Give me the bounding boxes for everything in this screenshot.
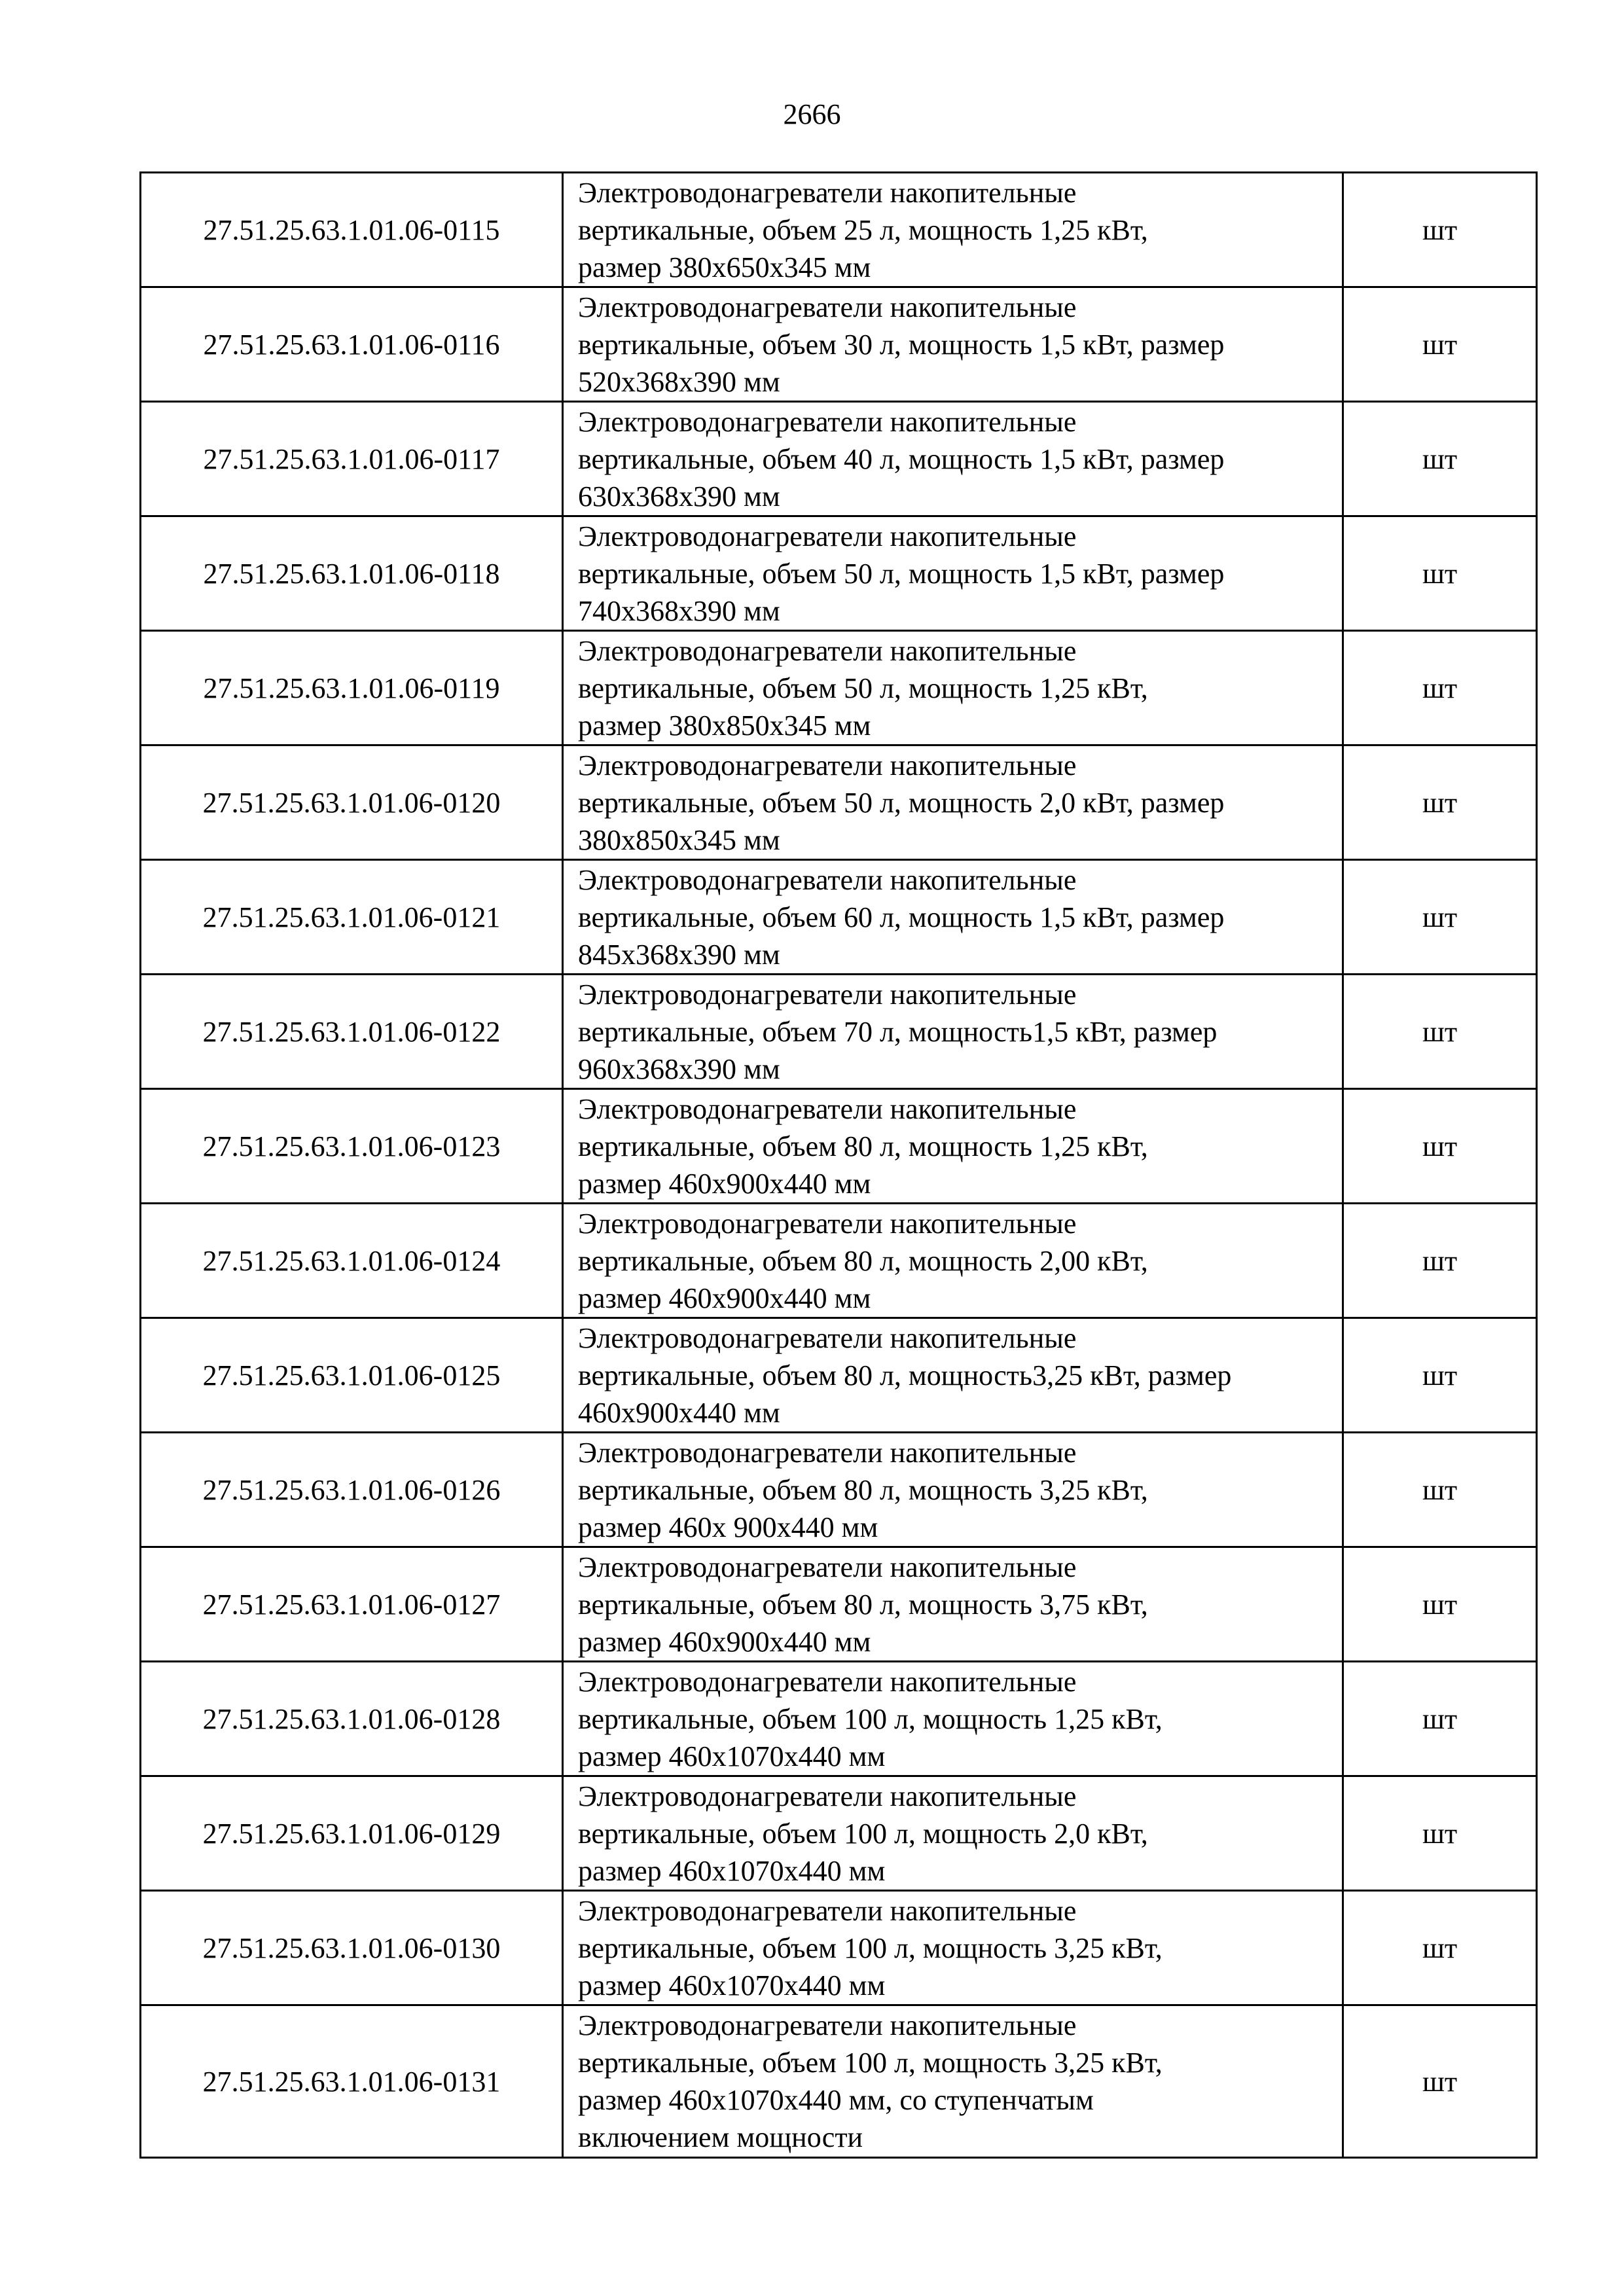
table-row [141, 975, 1537, 1089]
description-line: вертикальные, объем 100 л, мощность 3,25 кВт, [578, 2047, 1163, 2079]
description-line: вертикальные, объем 100 л, мощность 2,0 кВт, [578, 1817, 1148, 1850]
item-description-cell [563, 287, 1343, 402]
description-line: вертикальные, объем 60 л, мощность 1,5 кВт, размер [578, 901, 1225, 933]
description-line: включением мощности [578, 2121, 863, 2153]
item-description-cell [563, 1318, 1343, 1433]
item-description-cell [563, 1891, 1343, 2005]
table-row [141, 1433, 1537, 1547]
item-unit-cell: шт [1343, 1891, 1537, 2005]
item-unit-cell: шт [1343, 1547, 1537, 1662]
description-line: Электроводонагреватели накопительные [578, 749, 1077, 781]
description-line: Электроводонагреватели накопительные [578, 634, 1077, 667]
item-unit-cell: шт [1343, 2005, 1537, 2158]
item-code-cell: 27.51.25.63.1.01.06-0116 [141, 287, 563, 402]
description-line: Электроводонагреватели накопительные [578, 176, 1077, 209]
description-line: Электроводонагреватели накопительные [578, 1551, 1077, 1583]
item-description-cell [563, 1433, 1343, 1547]
page-number: 2666 [783, 98, 841, 130]
table-row [141, 1318, 1537, 1433]
item-code-cell: 27.51.25.63.1.01.06-0126 [141, 1433, 563, 1547]
description-line: размер 460х1070х440 мм [578, 1740, 886, 1772]
item-unit-cell: шт [1343, 1433, 1537, 1547]
table-row [141, 516, 1537, 631]
table-row [141, 1776, 1537, 1891]
table-row [141, 287, 1537, 402]
description-line: вертикальные, объем 50 л, мощность 1,5 кВт, размер [578, 557, 1225, 590]
item-unit-cell: шт [1343, 287, 1537, 402]
table-row [141, 860, 1537, 975]
table-row [141, 745, 1537, 860]
item-code-cell: 27.51.25.63.1.01.06-0117 [141, 402, 563, 516]
item-description-cell [563, 1204, 1343, 1318]
item-description-cell [563, 860, 1343, 975]
description-line: вертикальные, объем 80 л, мощность 3,75 кВт, [578, 1588, 1148, 1621]
item-description-cell [563, 173, 1343, 287]
item-unit-cell: шт [1343, 516, 1537, 631]
item-description-cell [563, 516, 1343, 631]
item-code-cell: 27.51.25.63.1.01.06-0125 [141, 1318, 563, 1433]
item-description-cell [563, 1089, 1343, 1204]
item-code-cell: 27.51.25.63.1.01.06-0124 [141, 1204, 563, 1318]
table-row [141, 1204, 1537, 1318]
description-line: размер 460х900х440 мм [578, 1282, 871, 1314]
item-code-cell: 27.51.25.63.1.01.06-0127 [141, 1547, 563, 1662]
description-line: 460х900х440 мм [578, 1396, 780, 1429]
table-row [141, 402, 1537, 516]
description-line: размер 460х900х440 мм [578, 1625, 871, 1658]
item-unit-cell: шт [1343, 975, 1537, 1089]
table-row [141, 1089, 1537, 1204]
item-code-cell: 27.51.25.63.1.01.06-0130 [141, 1891, 563, 2005]
description-line: Электроводонагреватели накопительные [578, 978, 1077, 1011]
item-code-cell: 27.51.25.63.1.01.06-0115 [141, 173, 563, 287]
table-row [141, 173, 1537, 287]
item-unit-cell: шт [1343, 1662, 1537, 1776]
description-line: Электроводонагреватели накопительные [578, 1321, 1077, 1354]
item-unit-cell: шт [1343, 402, 1537, 516]
description-line: вертикальные, объем 80 л, мощность 3,25 кВт, [578, 1473, 1148, 1506]
item-code-cell: 27.51.25.63.1.01.06-0122 [141, 975, 563, 1089]
description-line: Электроводонагреватели накопительные [578, 1092, 1077, 1125]
item-unit-cell: шт [1343, 1204, 1537, 1318]
table-row [141, 1662, 1537, 1776]
table-row [141, 631, 1537, 745]
description-line: Электроводонагреватели накопительные [578, 1780, 1077, 1812]
description-line: Электроводонагреватели накопительные [578, 2009, 1077, 2041]
description-line: размер 460х1070х440 мм [578, 1854, 886, 1887]
description-line: вертикальные, объем 40 л, мощность 1,5 кВт, размер [578, 442, 1225, 475]
item-unit-cell: шт [1343, 1776, 1537, 1891]
item-description-cell [563, 1662, 1343, 1776]
item-code-cell: 27.51.25.63.1.01.06-0119 [141, 631, 563, 745]
description-line: Электроводонагреватели накопительные [578, 1894, 1077, 1927]
description-line: вертикальные, объем 100 л, мощность 1,25 кВт, [578, 1702, 1163, 1735]
description-line: Электроводонагреватели накопительные [578, 405, 1077, 438]
description-line: вертикальные, объем 30 л, мощность 1,5 кВт, размер [578, 328, 1225, 361]
description-line: вертикальные, объем 80 л, мощность 1,25 кВт, [578, 1130, 1148, 1162]
description-line: Электроводонагреватели накопительные [578, 863, 1077, 896]
item-code-cell: 27.51.25.63.1.01.06-0131 [141, 2005, 563, 2158]
table-row [141, 1547, 1537, 1662]
item-description-cell [563, 745, 1343, 860]
description-line: Электроводонагреватели накопительные [578, 291, 1077, 323]
description-line: размер 460х900х440 мм [578, 1167, 871, 1200]
table-row [141, 1891, 1537, 2005]
description-line: размер 460х1070х440 мм [578, 1969, 886, 2001]
item-code-cell: 27.51.25.63.1.01.06-0128 [141, 1662, 563, 1776]
item-description-cell [563, 2005, 1343, 2158]
description-line: размер 380х650х345 мм [578, 251, 871, 283]
item-unit-cell: шт [1343, 173, 1537, 287]
description-line: 630х368х390 мм [578, 480, 780, 512]
description-line: Электроводонагреватели накопительные [578, 1436, 1077, 1469]
item-description-cell [563, 1776, 1343, 1891]
item-code-cell: 27.51.25.63.1.01.06-0121 [141, 860, 563, 975]
description-line: вертикальные, объем 50 л, мощность 2,0 кВт, размер [578, 786, 1225, 819]
description-line: 740х368х390 мм [578, 594, 780, 627]
description-line: Электроводонагреватели накопительные [578, 1207, 1077, 1240]
item-code-cell: 27.51.25.63.1.01.06-0123 [141, 1089, 563, 1204]
spec-table [139, 171, 1538, 2159]
description-line: размер 380х850х345 мм [578, 709, 871, 742]
description-line: Электроводонагреватели накопительные [578, 520, 1077, 552]
item-description-cell [563, 1547, 1343, 1662]
item-code-cell: 27.51.25.63.1.01.06-0129 [141, 1776, 563, 1891]
description-line: 380х850х345 мм [578, 823, 780, 856]
description-line: вертикальные, объем 80 л, мощность 2,00 кВт, [578, 1244, 1148, 1277]
item-unit-cell: шт [1343, 1089, 1537, 1204]
table-row [141, 2005, 1537, 2158]
description-line: вертикальные, объем 80 л, мощность3,25 кВт, размер [578, 1359, 1232, 1391]
item-description-cell [563, 631, 1343, 745]
description-line: Электроводонагреватели накопительные [578, 1665, 1077, 1698]
description-line: вертикальные, объем 25 л, мощность 1,25 кВт, [578, 213, 1148, 246]
item-code-cell: 27.51.25.63.1.01.06-0118 [141, 516, 563, 631]
item-unit-cell: шт [1343, 631, 1537, 745]
item-code-cell: 27.51.25.63.1.01.06-0120 [141, 745, 563, 860]
description-line: вертикальные, объем 70 л, мощность1,5 кВт, размер [578, 1015, 1218, 1048]
table-body [141, 173, 1537, 2158]
item-description-cell [563, 402, 1343, 516]
item-unit-cell: шт [1343, 1318, 1537, 1433]
description-line: вертикальные, объем 100 л, мощность 3,25 кВт, [578, 1931, 1163, 1964]
description-line: 520х368х390 мм [578, 365, 780, 398]
description-line: вертикальные, объем 50 л, мощность 1,25 кВт, [578, 672, 1148, 704]
item-unit-cell: шт [1343, 745, 1537, 860]
description-line: 845х368х390 мм [578, 938, 780, 971]
item-unit-cell: шт [1343, 860, 1537, 975]
description-line: размер 460х1070х440 мм, со ступенчатым [578, 2084, 1094, 2116]
description-line: размер 460х 900х440 мм [578, 1511, 878, 1543]
item-description-cell [563, 975, 1343, 1089]
description-line: 960х368х390 мм [578, 1052, 780, 1085]
